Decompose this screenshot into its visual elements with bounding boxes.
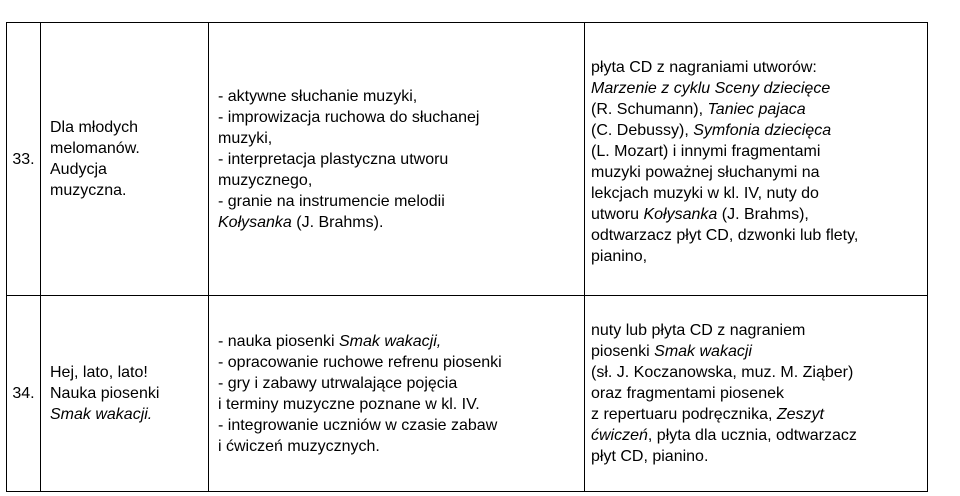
- lesson-activities: [209, 23, 585, 296]
- work-title: Symfonia dziecięca: [693, 122, 832, 139]
- material-text: z repertuaru podręcznika,: [591, 406, 777, 423]
- material-line: [591, 78, 921, 99]
- lesson-topic: [41, 23, 209, 296]
- activity-line: - interpretacja plastyczna utworu: [218, 150, 449, 168]
- song-title: Smak wakacji: [654, 343, 752, 360]
- work-title: ćwiczeń: [591, 427, 648, 444]
- topic-line: melomanów.: [50, 140, 140, 157]
- material-text: , płyta dla ucznia, odtwarzacz: [647, 427, 857, 444]
- work-title: Kołysanka: [643, 206, 718, 223]
- topic-line: Audycja: [50, 161, 107, 178]
- activity-line: - integrowanie uczniów w czasie zabaw: [218, 416, 498, 434]
- work-title: Marzenie z cyklu Sceny dziecięce: [591, 80, 831, 97]
- activity-line: i terminy muzyczne poznane w kl. IV.: [218, 395, 480, 413]
- lesson-number: 33.: [7, 23, 41, 296]
- activity-line: muzycznego,: [218, 171, 313, 189]
- material-line: [591, 341, 921, 362]
- table-row: [7, 296, 928, 492]
- activity-line: [218, 212, 578, 233]
- activity-line: - gry i zabawy utrwalające pojęcia: [218, 374, 458, 392]
- activity-line: i ćwiczeń muzycznych.: [218, 437, 380, 455]
- topic-line: Hej, lato, lato!: [50, 364, 148, 381]
- topic-line: Nauka piosenki: [50, 385, 160, 402]
- material-line: pianino,: [591, 248, 648, 265]
- work-title: Zeszyt: [776, 406, 824, 423]
- activity-line: - aktywne słuchanie muzyki,: [218, 87, 418, 105]
- song-title: Smak wakacji,: [338, 332, 442, 350]
- material-line: [591, 99, 921, 120]
- material-text: utworu: [591, 206, 644, 223]
- lesson-materials: [585, 296, 928, 492]
- lesson-topic: [41, 296, 209, 492]
- topic-line: [50, 404, 202, 425]
- material-line: lekcjach muzyki w kl. IV, nuty do: [591, 185, 819, 202]
- lesson-number: 34.: [7, 296, 41, 492]
- material-line: [591, 404, 921, 425]
- topic-line: Dla młodych: [50, 119, 139, 136]
- material-line: nuty lub płyta CD z nagraniem: [591, 322, 806, 339]
- activity-line: - opracowanie ruchowe refrenu piosenki: [218, 353, 502, 371]
- material-line: [591, 120, 921, 141]
- topic-line: muzyczna.: [50, 182, 127, 199]
- table-row: [7, 23, 928, 296]
- material-line: płyt CD, pianino.: [591, 448, 709, 465]
- lesson-materials: [585, 23, 928, 296]
- material-line: (sł. J. Koczanowska, muz. M. Ziąber): [591, 364, 854, 381]
- work-title: Taniec pajaca: [707, 101, 806, 118]
- material-text: (R. Schumann),: [591, 101, 708, 118]
- lesson-plan-table: [6, 22, 928, 492]
- material-text: (C. Debussy),: [591, 122, 694, 139]
- activity-line: muzyki,: [218, 129, 273, 147]
- song-title: Kołysanka: [218, 213, 292, 231]
- material-line: [591, 425, 921, 446]
- materials-block: [591, 51, 921, 267]
- activity-text: (J. Brahms).: [291, 213, 384, 231]
- material-line: odtwarzacz płyt CD, dzwonki lub flety,: [591, 227, 859, 244]
- activity-line: [218, 331, 578, 352]
- material-text: (J. Brahms),: [717, 206, 809, 223]
- song-title: Smak wakacji.: [50, 406, 153, 423]
- lesson-activities: [209, 296, 585, 492]
- activity-line: - improwizacja ruchowa do słuchanej: [218, 108, 480, 126]
- activity-line: - granie na instrumencie melodii: [218, 192, 445, 210]
- material-line: płyta CD z nagraniami utworów:: [591, 59, 817, 76]
- material-line: muzyki poważnej słuchanymi na: [591, 164, 820, 181]
- material-line: [591, 204, 921, 225]
- material-line: (L. Mozart) i innymi fragmentami: [591, 143, 821, 160]
- material-line: oraz fragmentami piosenek: [591, 385, 784, 402]
- material-text: piosenki: [591, 343, 655, 360]
- activity-text: - nauka piosenki: [218, 332, 339, 350]
